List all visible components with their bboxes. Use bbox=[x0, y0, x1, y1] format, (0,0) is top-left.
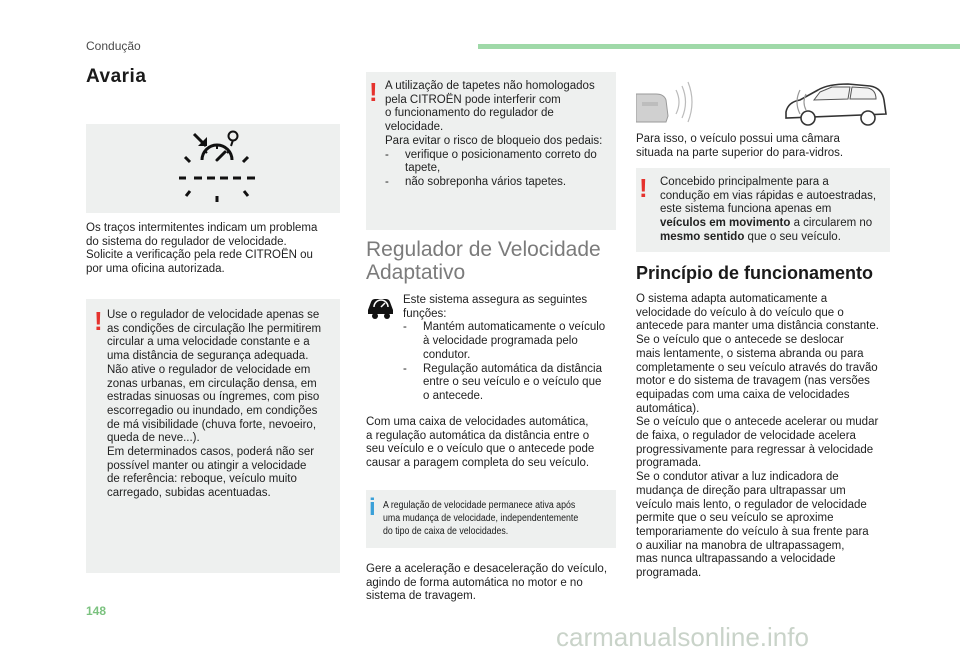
warning-icon: ! bbox=[94, 306, 103, 336]
design-warning-text: Concebido principalmente para a condução em vias rápidas e autoestradas, este sistema funciona apenas em veículos em movimento a circularem no mesmo sentido que o seu veículo. bbox=[660, 176, 877, 243]
car-camera-illustration bbox=[636, 72, 890, 130]
gearbox-paragraph: Com uma caixa de velocidades automática, a regulação automática da distância entre o seu veículo e o veículo que o antecede pode causar a paragem completa do seu veículo. bbox=[366, 416, 595, 470]
list-item: - não sobreponha vários tapetes. bbox=[385, 175, 567, 188]
info-icon: i bbox=[369, 494, 376, 521]
acceleration-paragraph: Gere a aceleração e desaceleração do veículo, agindo de forma automática no motor e no sistema de travagem. bbox=[366, 563, 608, 603]
principle-title: Princípio de funcionamento bbox=[636, 263, 874, 283]
warning-icon: ! bbox=[369, 77, 378, 107]
page-number: 148 bbox=[86, 604, 107, 618]
mats-warning-box bbox=[366, 72, 616, 230]
section-label: Condução bbox=[86, 39, 141, 53]
watermark: carmanualsonline.info bbox=[556, 622, 809, 649]
usage-warning-text: Use o regulador de velocidade apenas se as condições de circulação lhe permitirem circular a uma velocidade constante e a uma distância de segurança adequada. Não ative o regulador de velocidade em zonas urbanas, em circulação densa, em estradas sinuosas ou íngremes, com piso escorregadio ou inundado, em condições de má visibilidade (chuva forte, nevoeiro, queda de neve...). Em determinados casos, poderá não ser possível manter ou atingir a velocidade de referência: reboque, veículo muito carregado, subidas acentuadas. bbox=[107, 309, 322, 500]
fault-icon-panel bbox=[86, 124, 340, 213]
design-warning-box bbox=[636, 168, 890, 252]
list-item: - verifique o posicionamento correto do tapete, bbox=[385, 148, 597, 175]
fault-paragraph: Os traços intermitentes indicam um problema do sistema do regulador de velocidade. Solicite a verificação pela rede CITROËN ou por uma oficina autorizada. bbox=[86, 222, 318, 276]
header-accent-bar bbox=[478, 44, 960, 49]
cruise-control-fault-icon bbox=[86, 124, 340, 213]
info-note-box bbox=[366, 490, 616, 548]
list-item: - Regulação automática da distância entre o seu veículo e o veículo que o antecede. bbox=[403, 362, 603, 402]
usage-warning-box bbox=[86, 299, 340, 573]
list-item: - Mantém automaticamente o veículo à velocidade programada pelo condutor. bbox=[403, 321, 606, 361]
principle-paragraph: O sistema adapta automaticamente a velocidade do veículo à do veículo que o antecede para manter uma distância constante. Se o veículo que o antecede se deslocar mais lentamente, o sistema abranda ou para completamente o seu veículo através do travão motor e do sistema de travagem (nas versões equipadas com uma caixa de velocidades automática). Se o veículo que o antecede acelerar ou mudar de faixa, o regulador de velocidade acelera progressivamente para regressar à velocidade programada. Se o condutor ativar a luz indicadora de mudança de direção para ultrapassar um veículo mais lento, o regulador de velocidade permite que o seu veículo se aproxime temporariamente do veículo à sua frente para o auxiliar na manobra de ultrapassagem, mas nunca ultrapassando a velocidade programada. bbox=[636, 293, 879, 580]
mats-warning-text: A utilização de tapetes não homologados pela CITROËN pode interferir com o funcionamento do regulador de velocidade. Para evitar o risco de bloqueio dos pedais: - verifique o posicionamento correto do tapete, - não sobreponha vários tapetes. bbox=[385, 80, 615, 190]
info-note-text: A regulação de velocidade permanece ativa após uma mudança de velocidade, independentemente do tipo de caixa de velocidades. bbox=[383, 500, 579, 537]
camera-paragraph: Para isso, o veículo possui uma câmara situada na parte superior do para-vidros. bbox=[636, 133, 844, 159]
avaria-title: Avaria bbox=[86, 66, 147, 87]
acc-intro: Este sistema assegura as seguintes funções: - Mantém automaticamente o veículo à velocidade programada pelo condutor. - Regulação automática da distância entre o seu veículo e o veículo que o antecede. bbox=[403, 294, 618, 404]
adaptive-cruise-title: Regulador de Velocidade Adaptativo bbox=[366, 238, 601, 284]
warning-icon: ! bbox=[639, 173, 648, 203]
acc-icon bbox=[366, 292, 396, 327]
